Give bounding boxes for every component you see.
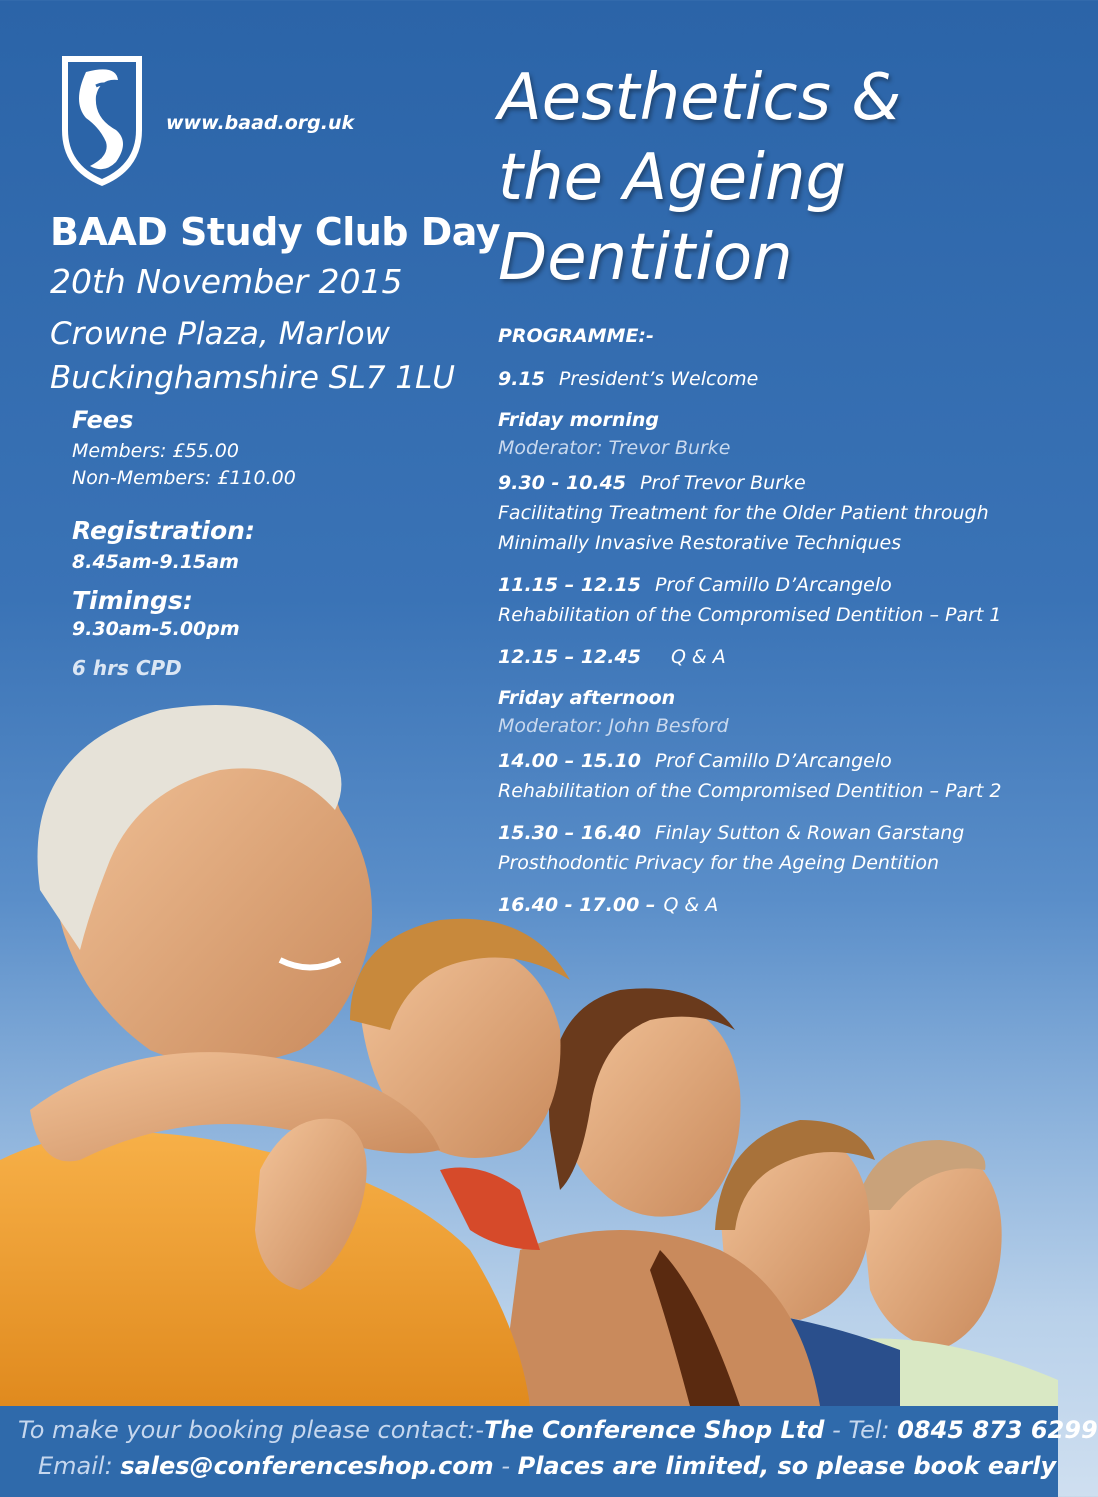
session-speaker: Prof Trevor Burke	[640, 472, 806, 494]
morning-heading: Friday morning	[498, 409, 659, 431]
session-time: 11.15 – 12.15	[498, 574, 641, 596]
session-2	[498, 570, 1038, 600]
main-title	[498, 58, 901, 298]
session-speaker: Finlay Sutton & Rowan Garstang	[654, 822, 965, 844]
session-text: President’s Welcome	[558, 368, 759, 390]
session-text: Q & A	[670, 646, 726, 668]
venue-line-1: Crowne Plaza, Marlow	[50, 316, 390, 352]
venue-line-2: Buckinghamshire SL7 1LU	[50, 360, 455, 396]
footer-line-2	[38, 1452, 1056, 1480]
booking-prefix: To make your booking please contact:-	[18, 1416, 485, 1444]
session-1-title-1: Facilitating Treatment for the Older Patient through	[498, 502, 989, 524]
email-link[interactable]: sales@conferenceshop.com	[120, 1452, 494, 1480]
session-3	[498, 642, 1038, 672]
session-time: 15.30 – 16.40	[498, 822, 641, 844]
session-speaker: Prof Camillo D’Arcangelo	[654, 574, 892, 596]
programme-heading: PROGRAMME:-	[498, 325, 654, 347]
session-speaker: Prof Camillo D’Arcangelo	[654, 750, 892, 772]
phone-number[interactable]: 0845 873 6299	[897, 1416, 1098, 1444]
event-date: 20th November 2015	[50, 262, 403, 301]
footer-line-1	[18, 1416, 1098, 1444]
session-5-title: Prosthodontic Privacy for the Ageing Dentition	[498, 852, 940, 874]
session-time: 14.00 – 15.10	[498, 750, 641, 772]
session-welcome	[498, 364, 1038, 394]
email-prefix: Email:	[38, 1452, 121, 1480]
website-link[interactable]: www.baad.org.uk	[166, 112, 355, 134]
non-members-fee: Non-Members: £110.00	[72, 467, 296, 489]
cpd-hours: 6 hrs CPD	[72, 656, 182, 680]
tel-prefix: - Tel:	[824, 1416, 898, 1444]
registration-heading: Registration:	[72, 516, 255, 545]
members-fee: Members: £55.00	[72, 440, 239, 462]
morning-moderator: Moderator: Trevor Burke	[498, 437, 731, 459]
title-line-1: Aesthetics &	[498, 61, 902, 135]
separator: -	[493, 1452, 518, 1480]
session-text: Q & A	[663, 894, 719, 916]
family-photo	[0, 690, 1058, 1406]
timings-time: 9.30am-5.00pm	[72, 618, 240, 640]
session-time: 12.15 – 12.45	[498, 646, 641, 668]
afternoon-moderator: Moderator: John Besford	[498, 715, 729, 737]
baad-logo-icon	[56, 52, 148, 190]
places-notice: Places are limited, so please book early	[517, 1452, 1057, 1480]
session-1-title-2: Minimally Invasive Restorative Techniques	[498, 532, 902, 554]
session-time: 9.15	[498, 368, 545, 390]
title-line-2: the Ageing	[498, 141, 847, 215]
company-name: The Conference Shop Ltd	[484, 1416, 825, 1444]
afternoon-heading: Friday afternoon	[498, 687, 676, 709]
session-4-title: Rehabilitation of the Compromised Dentition – Part 2	[498, 780, 1002, 802]
timings-heading: Timings:	[72, 586, 193, 615]
registration-time: 8.45am-9.15am	[72, 551, 239, 573]
fees-heading: Fees	[72, 406, 134, 434]
session-time: 9.30 - 10.45	[498, 472, 627, 494]
session-1	[498, 468, 1038, 498]
title-line-3: Dentition	[498, 221, 793, 295]
club-title: BAAD Study Club Day	[50, 210, 501, 254]
session-2-title: Rehabilitation of the Compromised Dentition – Part 1	[498, 604, 1002, 626]
session-time: 16.40 - 17.00 –	[498, 894, 656, 916]
